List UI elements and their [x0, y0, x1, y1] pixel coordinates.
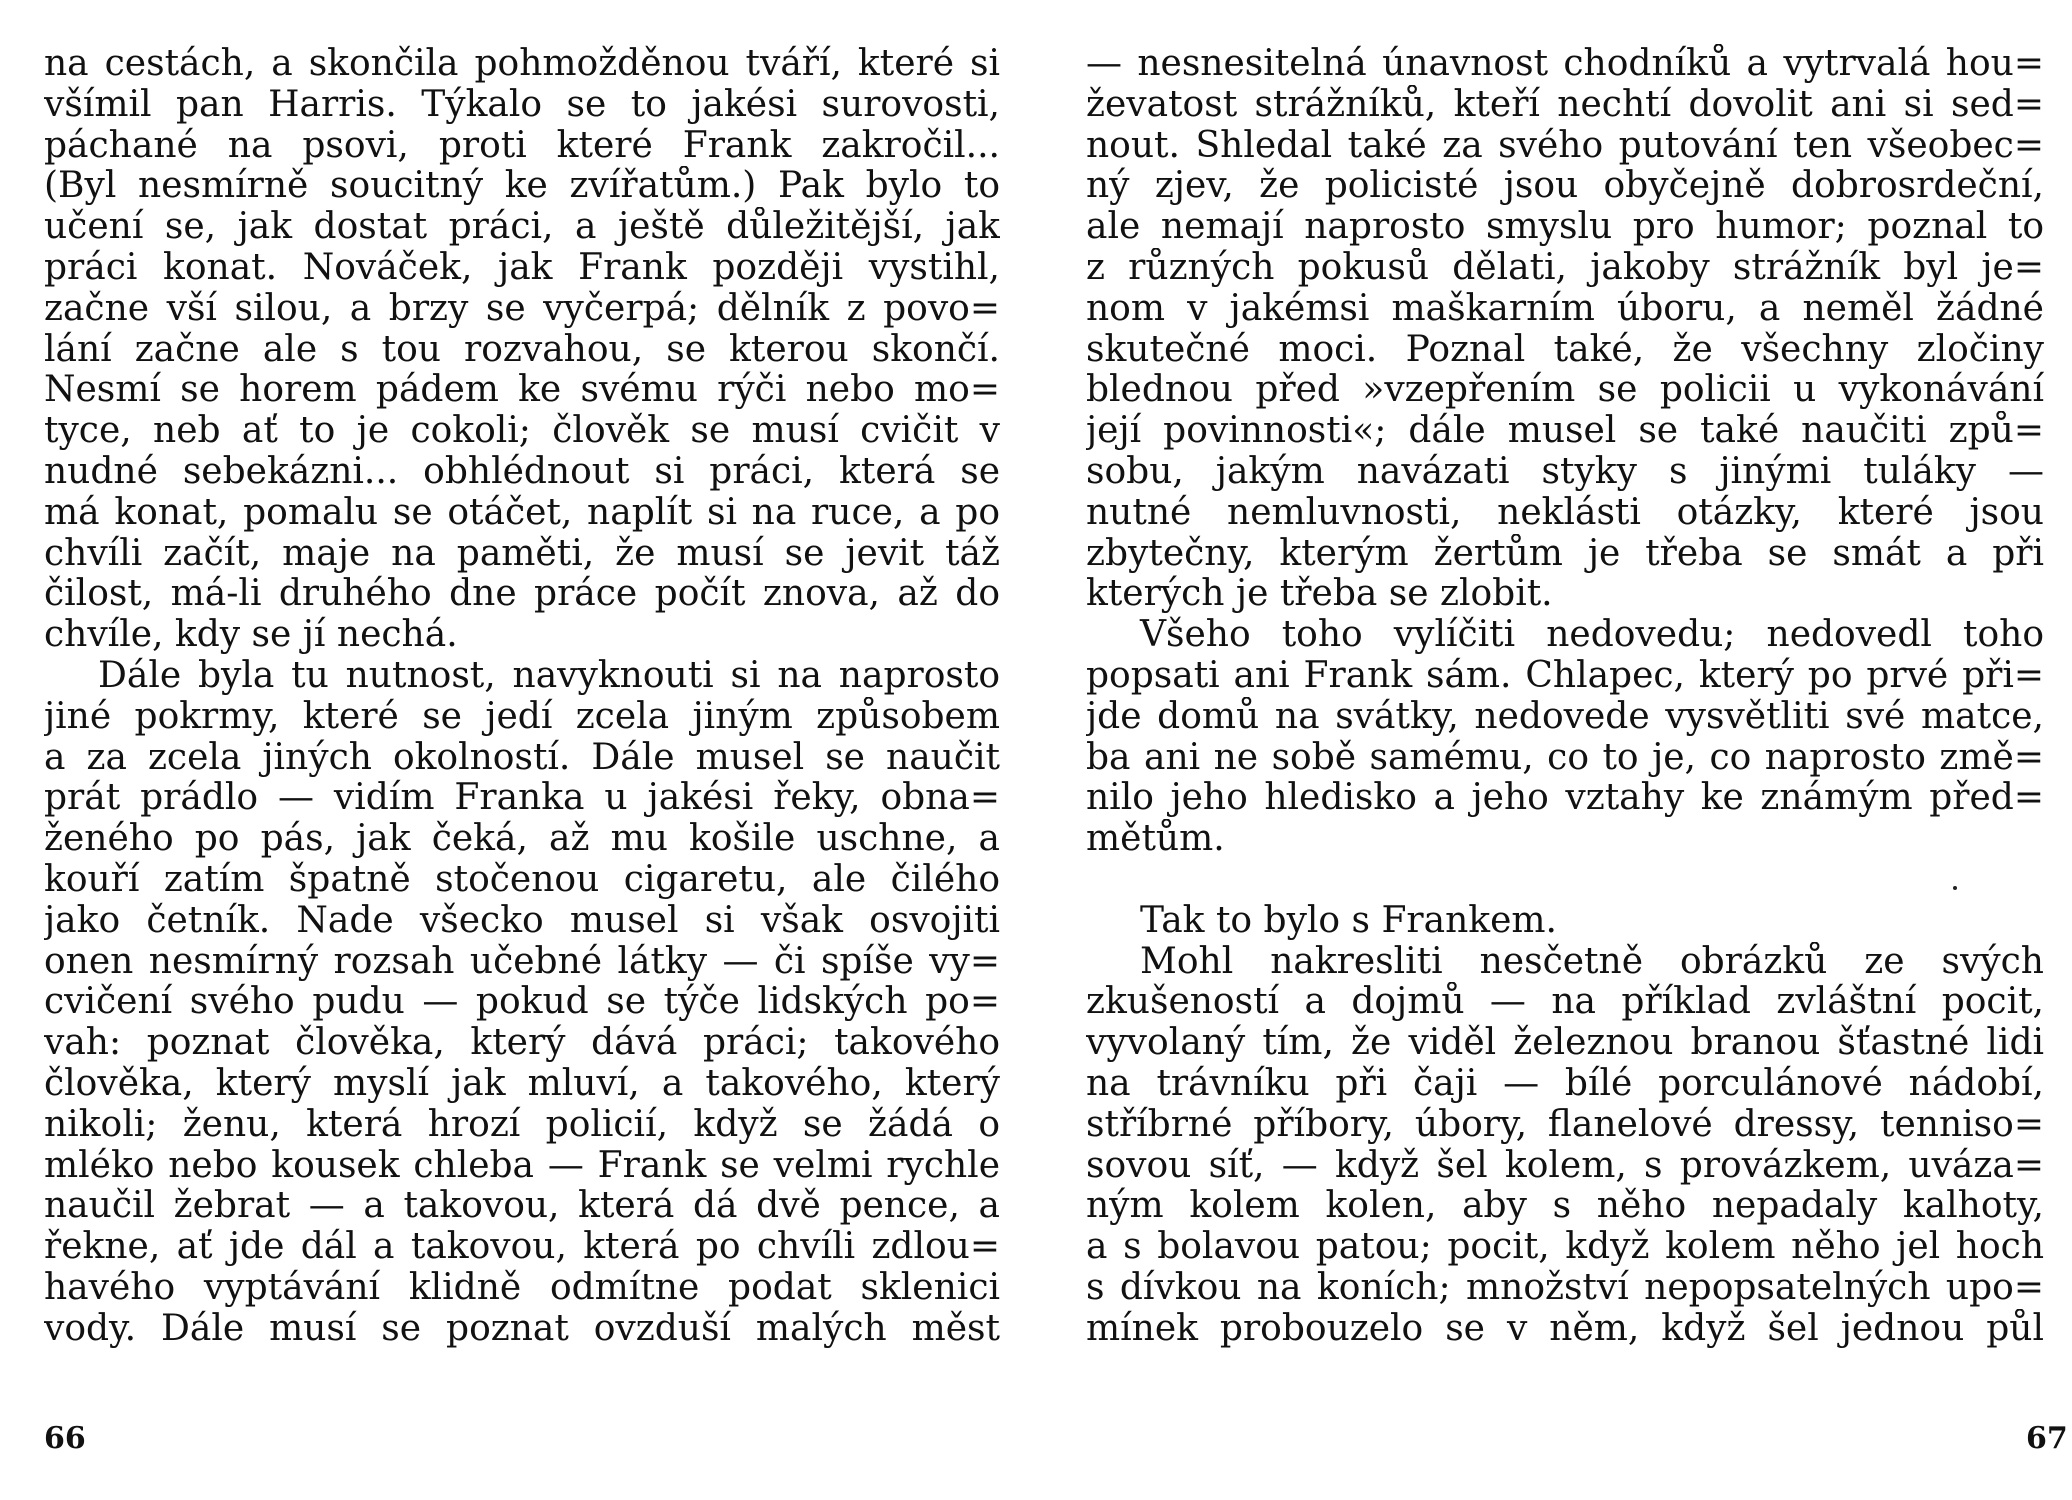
- text-line: lání začne ale s tou rozvahou, se kterou skončí.: [44, 329, 1000, 370]
- text-line: s dívkou na koních; množství nepopsatelných upo=: [1086, 1267, 2044, 1308]
- scan-speck: [1953, 886, 1957, 890]
- text-line: Všeho toho vylíčiti nedovedu; nedovedl toho: [1140, 615, 2044, 656]
- text-line: sovou síť, — když šel kolem, s provázkem, uváza=: [1086, 1145, 2044, 1186]
- text-line: — nesnesitelná únavnost chodníků a vytrvalá hou=: [1086, 44, 2044, 84]
- text-line: cvičení svého pudu — pokud se týče lidských po=: [44, 982, 1000, 1023]
- text-line: začne vší silou, a brzy se vyčerpá; dělník z povo=: [44, 288, 1000, 329]
- text-line: na trávníku při čaji — bílé porculánové nádobí,: [1086, 1063, 2044, 1104]
- page-number: 67: [2026, 1421, 2068, 1456]
- text-line: skutečné moci. Poznal také, že všechny zločiny: [1086, 329, 2044, 370]
- text-line: onen nesmírný rozsah učebné látky — či spíše vy=: [44, 941, 1000, 982]
- text-line: mětům.: [1086, 819, 1225, 860]
- text-line: vyvolaný tím, že viděl železnou branou šťastné lidi: [1086, 1023, 2044, 1064]
- text-line: má konat, pomalu se otáčet, naplít si na ruce, a po: [44, 492, 1000, 533]
- text-line: mléko nebo kousek chleba — Frank se velmi rychle: [44, 1145, 1000, 1186]
- text-line: ba ani ne sobě samému, co to je, co naprosto změ=: [1086, 737, 2044, 778]
- text-line: zbytečny, kterým žertům je třeba se smát a při: [1086, 533, 2044, 574]
- text-line: její povinnosti«; dále musel se také naučiti způ=: [1086, 411, 2044, 452]
- text-line: zkušeností a dojmů — na příklad zvláštní pocit,: [1086, 982, 2044, 1023]
- text-line: nudné sebekázni... obhlédnout si práci, která se: [44, 451, 1000, 492]
- text-line: nout. Shledal také za svého putování ten všeobec=: [1086, 125, 2044, 166]
- text-line: učení se, jak dostat práci, a ještě důležitější, jak: [44, 207, 1000, 248]
- text-line: na cestách, a skončila pohmožděnou tváří, které si: [44, 44, 1000, 84]
- text-line: chvíle, kdy se jí nechá.: [44, 615, 458, 656]
- text-line: z různých pokusů dělati, jakoby strážník byl je=: [1086, 247, 2044, 288]
- text-line: ževatost strážníků, kteří nechtí dovolit ani si sed=: [1086, 84, 2044, 125]
- text-line: Nesmí se horem pádem ke svému rýči nebo mo=: [44, 370, 1000, 411]
- text-line: tyce, neb ať to je cokoli; člověk se musí cvičit v: [44, 411, 1000, 452]
- text-line: práci konat. Nováček, jak Frank později vystihl,: [44, 247, 1000, 288]
- text-line: prát prádlo — vidím Franka u jakési řeky, obna=: [44, 778, 1000, 819]
- blank-line: [1086, 860, 2044, 901]
- text-line: Dále byla tu nutnost, navyknouti si na naprosto: [98, 655, 1000, 696]
- text-line: nutné nemluvnosti, neklásti otázky, které jsou: [1086, 492, 2044, 533]
- text-line: kterých je třeba se zlobit.: [1086, 574, 1553, 615]
- text-line: vody. Dále musí se poznat ovzduší malých měst: [44, 1308, 1000, 1349]
- text-line: páchané na psovi, proti které Frank zakročil...: [44, 125, 1000, 166]
- text-line: nom v jakémsi maškarním úboru, a neměl žádné: [1086, 288, 2044, 329]
- text-line: a s bolavou patou; pocit, když kolem něho jel hoch: [1086, 1227, 2044, 1268]
- text-line: ný zjev, že policisté jsou obyčejně dobrosrdeční,: [1086, 166, 2044, 207]
- text-line: kouří zatím špatně stočenou cigaretu, ale čilého: [44, 859, 1000, 900]
- text-line: nilo jeho hledisko a jeho vztahy ke známým před=: [1086, 778, 2044, 819]
- text-line: jiné pokrmy, které se jedí zcela jiným způsobem: [44, 696, 1000, 737]
- text-line: Mohl nakresliti nesčetně obrázků ze svých: [1140, 941, 2044, 982]
- text-line: mínek probouzelo se v něm, když šel jednou půl: [1086, 1308, 2044, 1349]
- text-line: popsati ani Frank sám. Chlapec, který po prvé při=: [1086, 655, 2044, 696]
- text-line: ným kolem kolen, aby s něho nepadaly kalhoty,: [1086, 1186, 2044, 1227]
- text-line: havého vyptávání klidně odmítne podat sklenici: [44, 1267, 1000, 1308]
- text-line: vah: poznat člověka, který dává práci; takového: [44, 1023, 1000, 1064]
- text-line: chvíli začít, maje na paměti, že musí se jevit táž: [44, 533, 1000, 574]
- text-line: a za zcela jiných okolností. Dále musel se naučit: [44, 737, 1000, 778]
- text-line: jde domů na svátky, nedovede vysvětliti své matce,: [1086, 696, 2044, 737]
- text-line: ženého po pás, jak čeká, až mu košile uschne, a: [44, 819, 1000, 860]
- text-line: všímil pan Harris. Týkalo se to jakési surovosti,: [44, 84, 1000, 125]
- text-line: člověka, který myslí jak mluví, a takového, který: [44, 1063, 1000, 1104]
- text-line: Tak to bylo s Frankem.: [1140, 900, 1557, 941]
- text-line: sobu, jakým navázati styky s jinými tuláky —: [1086, 451, 2044, 492]
- text-line: naučil žebrat — a takovou, která dá dvě pence, a: [44, 1186, 1000, 1227]
- text-line: stříbrné příbory, úbory, flanelové dressy, tenniso=: [1086, 1104, 2044, 1145]
- text-line: (Byl nesmírně soucitný ke zvířatům.) Pak bylo to: [44, 166, 1000, 207]
- text-line: čilost, má-li druhého dne práce počít znova, až do: [44, 574, 1000, 615]
- text-line: řekne, ať jde dál a takovou, která po chvíli zdlou=: [44, 1227, 1000, 1268]
- page-number: 66: [44, 1421, 86, 1456]
- right-text-column: [1086, 44, 2044, 1350]
- left-text-column: [44, 44, 1000, 1350]
- text-line: ale nemají naprosto smyslu pro humor; poznal to: [1086, 207, 2044, 248]
- right-page: [1036, 0, 2072, 1500]
- text-line: nikoli; ženu, která hrozí policií, když se žádá o: [44, 1104, 1000, 1145]
- text-line: jako četník. Nade všecko musel si však osvojiti: [44, 900, 1000, 941]
- text-line: blednou před »vzepřením se policii u vykonávání: [1086, 370, 2044, 411]
